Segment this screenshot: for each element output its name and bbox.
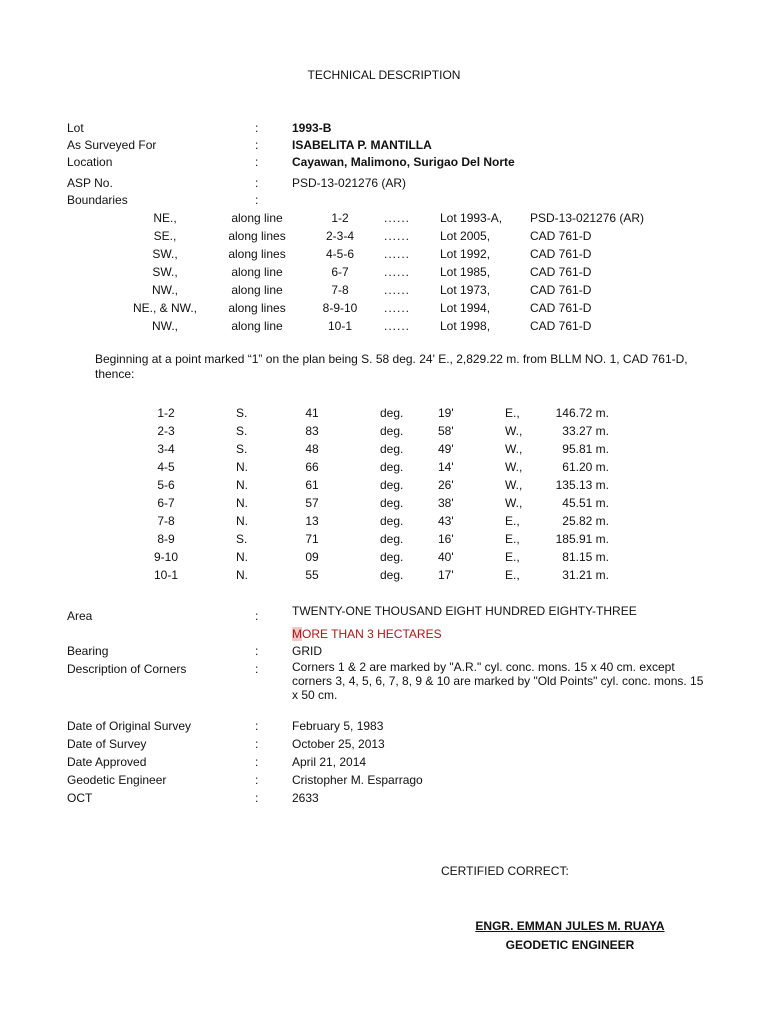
course-distance: 61.20 m. [562, 460, 609, 474]
boundary-direction: SW., [152, 265, 178, 279]
surveyed-for-value: ISABELITA P. MANTILLA [292, 138, 432, 152]
course-minutes: 43' [438, 514, 454, 528]
course-deg-unit: deg. [380, 514, 404, 528]
course-line: 1-2 [157, 406, 175, 420]
course-degrees: 55 [305, 568, 319, 582]
course-minutes: 16' [438, 532, 454, 546]
boundary-lot: Lot 2005, [440, 229, 491, 243]
boundary-direction: NE., & NW., [132, 301, 197, 315]
course-degrees: 66 [305, 460, 319, 474]
boundary-reference: CAD 761-D [530, 319, 592, 333]
course-degrees: 71 [305, 532, 319, 546]
date-sep: : [255, 791, 259, 805]
boundary-direction: NW., [152, 283, 178, 297]
boundary-along: along lines [228, 301, 286, 315]
date-value: Cristopher M. Esparrago [292, 773, 423, 787]
course-degrees: 57 [305, 496, 319, 510]
boundary-reference: CAD 761-D [530, 265, 592, 279]
boundary-direction: SE., [153, 229, 177, 243]
course-ns: N. [236, 568, 248, 582]
course-deg-unit: deg. [380, 442, 404, 456]
course-deg-unit: deg. [380, 532, 404, 546]
date-sep: : [255, 755, 259, 769]
location-label: Location [67, 155, 113, 169]
course-line: 3-4 [157, 442, 175, 456]
course-line: 9-10 [153, 550, 179, 564]
asp-no-value: PSD-13-021276 (AR) [292, 176, 407, 190]
corners-value: Corners 1 & 2 are marked by "A.R." cyl. conc. mons. 15 x 40 cm. except corners 3, 4, 5, 6, 7, 8, 9 & 10 are marked by "Old Points" cyl. conc. mons. 15 x 50 cm. [292, 660, 704, 702]
course-ns: N. [236, 460, 248, 474]
course-ns: N. [236, 550, 248, 564]
boundary-reference: CAD 761-D [530, 247, 592, 261]
date-label: Date of Original Survey [67, 719, 192, 733]
bearing-sep: : [255, 644, 259, 658]
date-value: October 25, 2013 [292, 737, 385, 751]
boundary-lot: Lot 1973, [440, 283, 491, 297]
boundary-dots: ...... [384, 283, 411, 297]
course-line: 8-9 [157, 532, 175, 546]
course-ew: W., [505, 496, 523, 510]
course-distance: 135.13 m. [555, 478, 609, 492]
boundary-direction: NE., [153, 211, 177, 225]
lot-value: 1993-B [292, 121, 332, 135]
course-distance: 185.91 m. [555, 532, 609, 546]
boundaries-label: Boundaries [67, 193, 128, 207]
course-line: 2-3 [157, 424, 175, 438]
boundary-dots: ...... [384, 265, 411, 279]
signatory-name: ENGR. EMMAN JULES M. RUAYA [475, 919, 665, 933]
boundary-reference: PSD-13-021276 (AR) [530, 211, 645, 225]
boundary-dots: ...... [384, 301, 411, 315]
course-ew: E., [505, 514, 520, 528]
boundary-reference: CAD 761-D [530, 283, 592, 297]
boundary-points: 8-9-10 [322, 301, 358, 315]
course-minutes: 49' [438, 442, 454, 456]
boundary-lot: Lot 1993-A, [440, 211, 503, 225]
bearing-value: GRID [292, 644, 322, 658]
boundary-along: along line [231, 283, 283, 297]
course-deg-unit: deg. [380, 460, 404, 474]
course-ns: S. [236, 406, 248, 420]
boundary-reference: CAD 761-D [530, 301, 592, 315]
course-line: 5-6 [157, 478, 175, 492]
course-ew: W., [505, 424, 523, 438]
course-distance: 31.21 m. [562, 568, 609, 582]
course-ew: E., [505, 568, 520, 582]
course-ew: W., [505, 460, 523, 474]
course-minutes: 26' [438, 478, 454, 492]
course-minutes: 14' [438, 460, 454, 474]
location-value: Cayawan, Malimono, Surigao Del Norte [292, 155, 515, 169]
date-sep: : [255, 773, 259, 787]
course-deg-unit: deg. [380, 496, 404, 510]
boundary-points: 6-7 [331, 265, 349, 279]
boundary-points: 4-5-6 [325, 247, 354, 261]
course-ns: N. [236, 496, 248, 510]
course-ns: S. [236, 424, 248, 438]
course-degrees: 13 [305, 514, 319, 528]
boundary-dots: ...... [384, 211, 411, 225]
document-title: TECHNICAL DESCRIPTION [307, 68, 461, 82]
course-degrees: 48 [305, 442, 319, 456]
course-deg-unit: deg. [380, 550, 404, 564]
course-line: 4-5 [157, 460, 175, 474]
boundary-along: along line [231, 211, 283, 225]
boundary-along: along lines [228, 229, 286, 243]
course-distance: 33.27 m. [562, 424, 609, 438]
boundary-lot: Lot 1992, [440, 247, 491, 261]
course-ew: W., [505, 478, 523, 492]
course-deg-unit: deg. [380, 424, 404, 438]
date-sep: : [255, 719, 259, 733]
lot-sep: : [255, 121, 259, 135]
area-value: TWENTY-ONE THOUSAND EIGHT HUNDRED EIGHTY-THREE [292, 604, 637, 618]
course-distance: 45.51 m. [562, 496, 609, 510]
boundary-dots: ...... [384, 319, 411, 333]
boundary-along: along lines [228, 247, 286, 261]
date-label: Date Approved [67, 755, 147, 769]
course-degrees: 61 [305, 478, 319, 492]
course-deg-unit: deg. [380, 478, 404, 492]
date-label: Date of Survey [67, 737, 147, 751]
location-sep: : [255, 155, 259, 169]
area-sep: : [255, 609, 259, 623]
boundaries-sep: : [255, 193, 259, 207]
date-label: Geodetic Engineer [67, 773, 167, 787]
boundary-points: 2-3-4 [325, 229, 354, 243]
boundary-dots: ...... [384, 247, 411, 261]
boundary-points: 10-1 [327, 319, 353, 333]
lot-label: Lot [67, 121, 84, 135]
boundary-direction: NW., [152, 319, 178, 333]
asp-no-label: ASP No. [67, 176, 113, 190]
boundary-dots: ...... [384, 229, 411, 243]
boundary-lot: Lot 1994, [440, 301, 491, 315]
corners-sep: : [255, 662, 259, 676]
course-ns: S. [236, 442, 248, 456]
date-value: February 5, 1983 [292, 719, 384, 733]
course-ew: W., [505, 442, 523, 456]
course-deg-unit: deg. [380, 406, 404, 420]
course-ns: N. [236, 514, 248, 528]
course-deg-unit: deg. [380, 568, 404, 582]
course-ew: E., [505, 550, 520, 564]
course-minutes: 40' [438, 550, 454, 564]
date-label: OCT [67, 791, 93, 805]
boundary-points: 7-8 [331, 283, 349, 297]
course-distance: 25.82 m. [562, 514, 609, 528]
bearing-label: Bearing [67, 644, 109, 658]
course-minutes: 17' [438, 568, 454, 582]
course-ns: S. [236, 532, 248, 546]
course-line: 6-7 [157, 496, 175, 510]
course-degrees: 83 [305, 424, 319, 438]
surveyed-for-label: As Surveyed For [67, 138, 157, 152]
area-note-highlight: M [292, 627, 302, 641]
boundary-direction: SW., [152, 247, 178, 261]
course-ns: N. [236, 478, 248, 492]
course-distance: 146.72 m. [555, 406, 609, 420]
boundary-along: along line [231, 265, 283, 279]
course-minutes: 38' [438, 496, 454, 510]
boundary-lot: Lot 1998, [440, 319, 491, 333]
beginning-paragraph: Beginning at a point marked “1” on the plan being S. 58 deg. 24' E., 2,829.22 m. from BLLM NO. 1, CAD 761-D, thence: [95, 352, 688, 381]
date-value: 2633 [292, 791, 319, 805]
asp-no-sep: : [255, 176, 259, 190]
certified-label: CERTIFIED CORRECT: [441, 864, 569, 878]
surveyed-for-sep: : [255, 138, 259, 152]
area-note-text: ORE THAN 3 HECTARES [302, 627, 442, 641]
signatory-role: GEODETIC ENGINEER [505, 938, 635, 952]
course-distance: 81.15 m. [562, 550, 609, 564]
course-minutes: 58' [438, 424, 454, 438]
course-degrees: 09 [305, 550, 319, 564]
course-line: 10-1 [153, 568, 179, 582]
date-value: April 21, 2014 [292, 755, 367, 769]
course-ew: E., [505, 406, 520, 420]
boundary-reference: CAD 761-D [530, 229, 592, 243]
area-label: Area [67, 609, 93, 623]
boundary-along: along line [231, 319, 283, 333]
boundary-lot: Lot 1985, [440, 265, 491, 279]
course-ew: E., [505, 532, 520, 546]
area-note [292, 626, 442, 642]
course-minutes: 19' [438, 406, 454, 420]
corners-label: Description of Corners [67, 662, 187, 676]
course-line: 7-8 [157, 514, 175, 528]
course-distance: 95.81 m. [562, 442, 609, 456]
boundary-points: 1-2 [331, 211, 349, 225]
course-degrees: 41 [305, 406, 319, 420]
date-sep: : [255, 737, 259, 751]
